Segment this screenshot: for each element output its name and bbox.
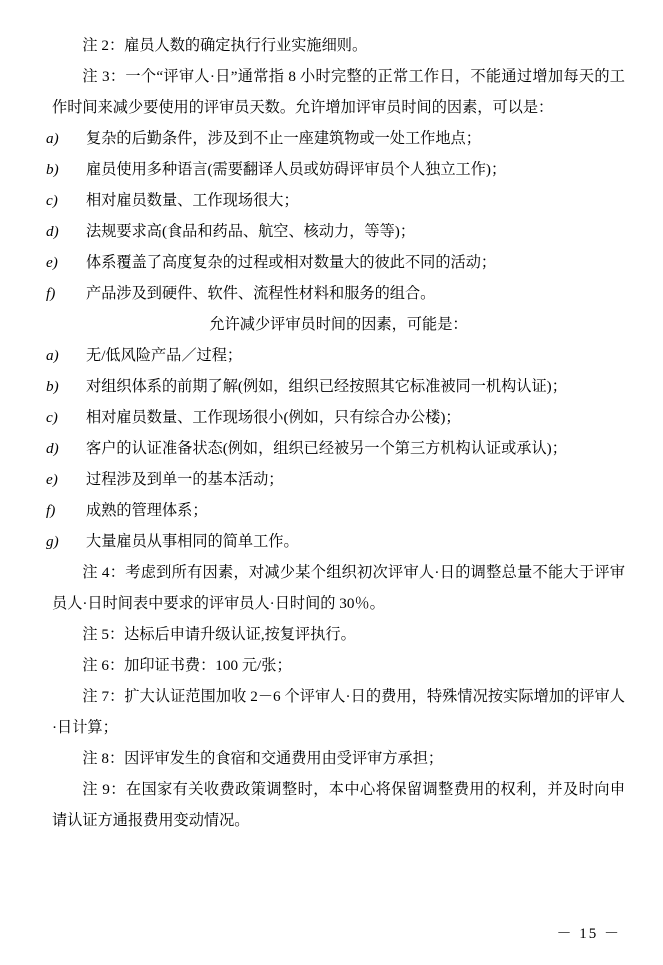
list-marker: c) — [46, 409, 58, 426]
list-item-text: 复杂的后勤条件，涉及到不止一座建筑物或一处工作地点； — [86, 130, 481, 147]
list-marker: e) — [46, 254, 58, 271]
list-item-text: 客户的认证准备状态(例如，组织已经被另一个第三方机构认证或承认)； — [86, 440, 567, 457]
list-marker: a) — [46, 347, 59, 364]
paragraph-note8: 注 8：因评审发生的食宿和交通费用由受评审方承担； — [82, 750, 444, 767]
list-item — [46, 247, 625, 278]
list-item — [46, 464, 625, 495]
list-item — [46, 495, 625, 526]
list-marker: f) — [46, 285, 56, 302]
list-item — [46, 278, 625, 309]
list-item — [46, 433, 625, 464]
list-item-text: 过程涉及到单一的基本活动； — [86, 471, 284, 488]
list-item-text: 无/低风险产品／过程； — [86, 347, 243, 364]
list-item — [46, 402, 625, 433]
paragraph-note9: 注 9：在国家有关收费政策调整时，本中心将保留调整费用的权利，并及时向申请认证方通报费用变动情况。 — [52, 781, 625, 829]
list-item — [46, 154, 625, 185]
list-item — [46, 526, 625, 557]
paragraph-note3: 注 3：一个“评审人·日”通常指 8 小时完整的正常工作日，不能通过增加每天的工作时间来减少要使用的评审员天数。允许增加评审员时间的因素，可以是： — [52, 68, 625, 116]
list-marker: b) — [46, 161, 59, 178]
list-item-text: 对组织体系的前期了解(例如，组织已经按照其它标准被同一机构认证)； — [86, 378, 567, 395]
list-item-text: 成熟的管理体系； — [86, 502, 208, 519]
list-item-text: 体系覆盖了高度复杂的过程或相对数量大的彼此不同的活动； — [86, 254, 497, 271]
list-item-text: 雇员使用多种语言(需要翻译人员或妨碍评审员个人独立工作)； — [86, 161, 507, 178]
list-item-text: 相对雇员数量、工作现场很大； — [86, 192, 299, 209]
list-marker: f) — [46, 502, 56, 519]
page-number: － 15 － — [556, 926, 621, 942]
paragraph-note4: 注 4：考虑到所有因素，对减少某个组织初次评审人·日的调整总量不能大于评审员人·日时间表中要求的评审员人·日时间的 30％。 — [52, 564, 625, 612]
list-item — [46, 340, 625, 371]
list-marker: c) — [46, 192, 58, 209]
list-item — [46, 185, 625, 216]
list-item — [46, 216, 625, 247]
paragraph-note6: 注 6：加印证书费：100 元/张； — [82, 657, 292, 674]
list-marker: b) — [46, 378, 59, 395]
list-marker: g) — [46, 533, 59, 550]
list-item-text: 大量雇员从事相同的简单工作。 — [86, 533, 299, 550]
list-item-text: 产品涉及到硬件、软件、流程性材料和服务的组合。 — [86, 285, 436, 302]
paragraph-note2: 注 2：雇员人数的确定执行行业实施细则。 — [82, 37, 368, 54]
list-item — [46, 123, 625, 154]
paragraph-note5: 注 5：达标后申请升级认证,按复评执行。 — [82, 626, 356, 643]
list-marker: e) — [46, 471, 58, 488]
list-marker: a) — [46, 130, 59, 147]
section-heading-decrease: 允许减少评审员时间的因素，可能是： — [209, 316, 468, 333]
list-item — [46, 371, 625, 402]
list-marker: d) — [46, 223, 59, 240]
list-item-text: 相对雇员数量、工作现场很小(例如，只有综合办公楼)； — [86, 409, 461, 426]
list-marker: d) — [46, 440, 59, 457]
paragraph-note7: 注 7：扩大认证范围加收 2－6 个评审人·日的费用，特殊情况按实际增加的评审人·日计算； — [52, 688, 625, 736]
list-item-text: 法规要求高(食品和药品、航空、核动力，等等)； — [86, 223, 416, 240]
